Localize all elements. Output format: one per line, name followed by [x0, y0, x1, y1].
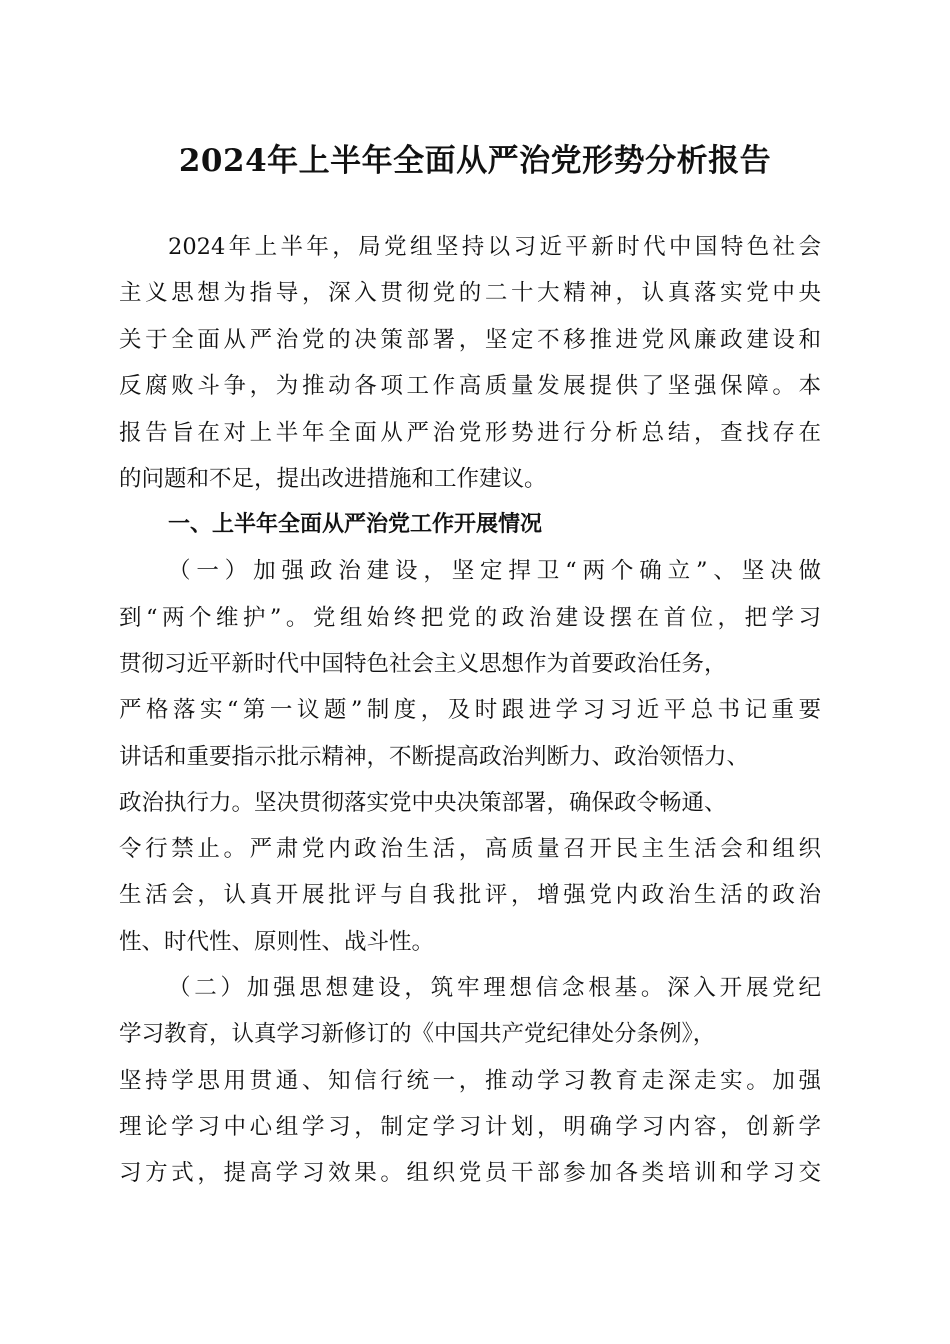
paragraph-line: 到“两个维护”。党组始终把党的政治建设摆在首位，把学习 [119, 605, 821, 631]
paragraph-line: 反腐败斗争，为推动各项工作高质量发展提供了坚强保障。本 [119, 373, 821, 399]
paragraph-line: 2024年上半年，局党组坚持以习近平新时代中国特色社会 [168, 234, 821, 260]
paragraph-line: 政治执行力。坚决贯彻落实党中央决策部署，确保政令畅通、 [119, 790, 727, 816]
paragraph-line: 生活会，认真开展批评与自我批评，增强党内政治生活的政治 [119, 882, 821, 908]
document-title: 2024年上半年全面从严治党形势分析报告 [178, 143, 772, 179]
paragraph-line: 严格落实“第一议题”制度，及时跟进学习习近平总书记重要 [119, 697, 821, 723]
paragraph-line: 报告旨在对上半年全面从严治党形势进行分析总结，查找存在 [119, 420, 821, 446]
paragraph-line: 理论学习中心组学习，制定学习计划，明确学习内容，创新学 [119, 1114, 821, 1140]
paragraph-line: 关于全面从严治党的决策部署，坚定不移推进党风廉政建设和 [119, 327, 821, 353]
paragraph-line: 贯彻习近平新时代中国特色社会主义思想作为首要政治任务， [119, 651, 727, 677]
paragraph-line: 令行禁止。严肃党内政治生活，高质量召开民主生活会和组织 [119, 836, 821, 862]
paragraph-line: 学习教育，认真学习新修订的《中国共产党纪律处分条例》， [119, 1021, 716, 1047]
paragraph-line: 习方式，提高学习效果。组织党员干部参加各类培训和学习交 [119, 1160, 821, 1186]
paragraph-line: 主义思想为指导，深入贯彻党的二十大精神，认真落实党中央 [119, 280, 821, 306]
paragraph-line: （二）加强思想建设，筑牢理想信念根基。深入开展党纪 [168, 975, 821, 1001]
paragraph-line: 坚持学思用贯通、知信行统一，推动学习教育走深走实。加强 [119, 1068, 821, 1094]
paragraph-line: 讲话和重要指示批示精神，不断提高政治判断力、政治领悟力、 [119, 744, 750, 770]
section-heading: 一、上半年全面从严治党工作开展情况 [168, 512, 543, 537]
paragraph-line: 的问题和不足，提出改进措施和工作建议。 [119, 466, 547, 492]
paragraph-line: （一）加强政治建设，坚定捍卫“两个确立”、坚决做 [168, 558, 821, 584]
paragraph-line: 性、时代性、原则性、战斗性。 [119, 929, 435, 955]
